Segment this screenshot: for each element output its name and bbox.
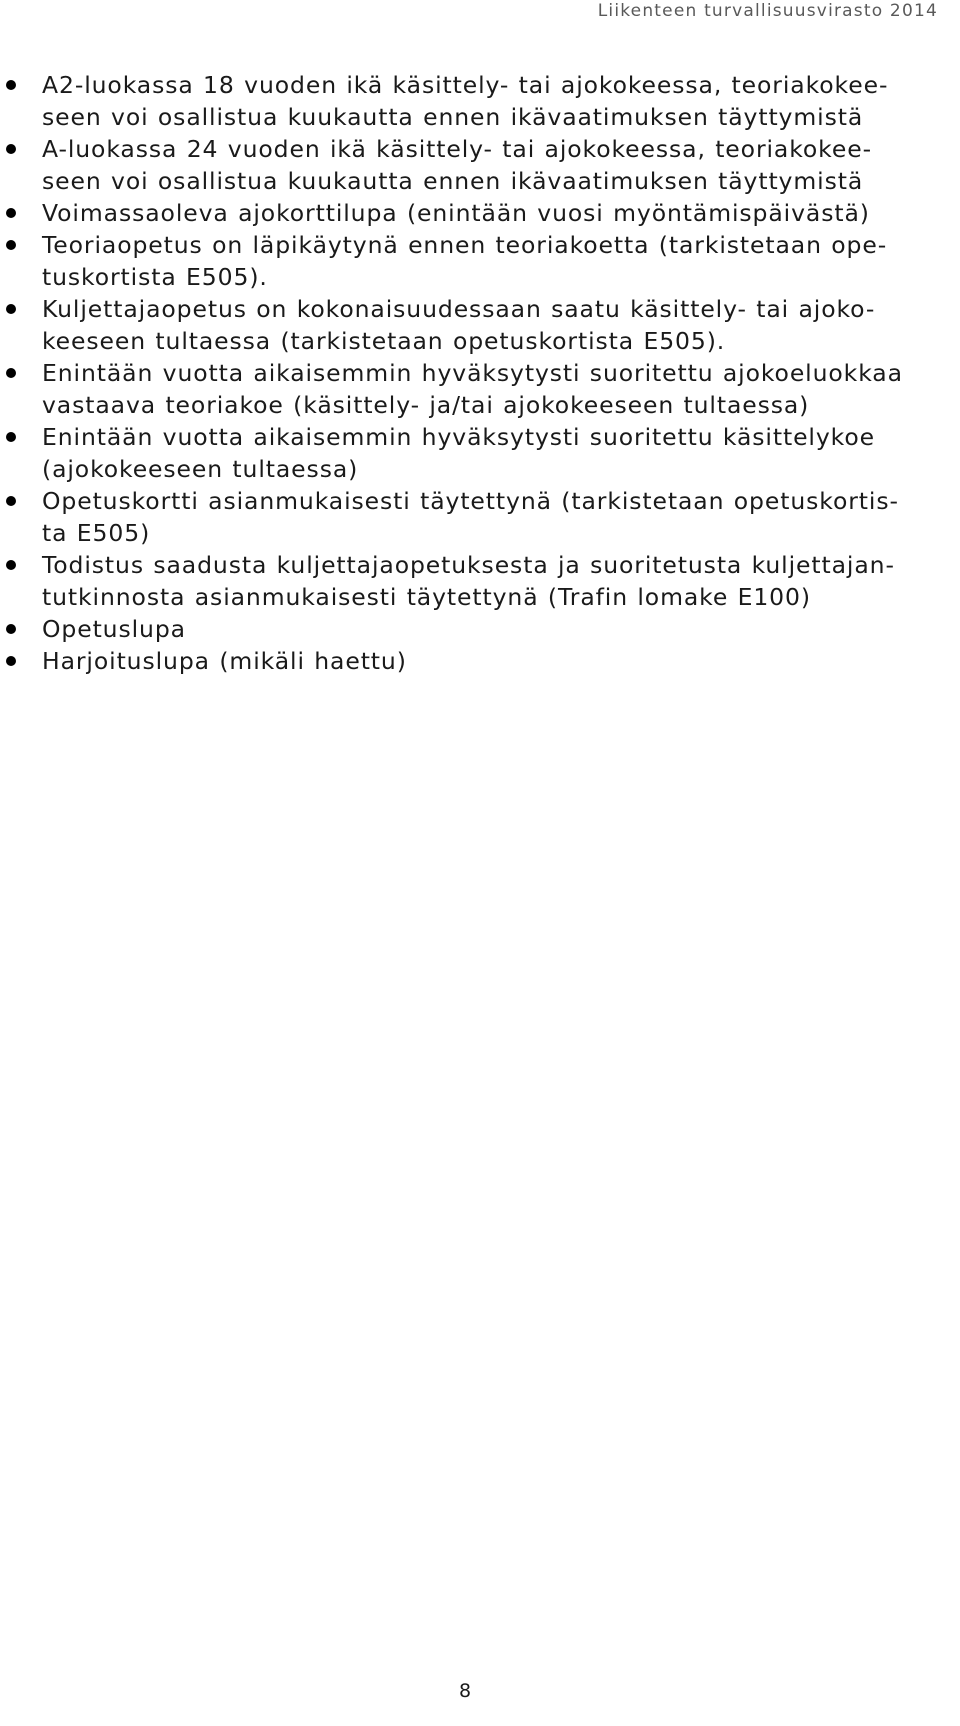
bullet-icon [6, 208, 16, 218]
list-item [0, 133, 935, 197]
list-item-line: Enintään vuotta aikaisemmin hyväksytysti suoritettu ajokoeluokkaa [42, 359, 903, 387]
list-item [0, 197, 935, 229]
list-item [0, 293, 935, 357]
list-item-line: A-luokassa 24 vuoden ikä käsittely- tai ajokokeessa, teoriakokee- [42, 135, 872, 163]
list-item-line: keeseen tultaessa (tarkistetaan opetuskortista E505). [42, 327, 726, 355]
list-item-line: Todistus saadusta kuljettajaopetuksesta ja suoritetusta kuljettajan- [42, 551, 895, 579]
list-item-line: A2-luokassa 18 vuoden ikä käsittely- tai ajokokeessa, teoriakokee- [42, 71, 889, 99]
list-item [0, 485, 935, 549]
bullet-icon [6, 240, 16, 250]
list-item [0, 613, 935, 645]
page-header: Liikenteen turvallisuusvirasto 2014 [597, 1, 938, 21]
list-item-line: seen voi osallistua kuukautta ennen ikävaatimuksen täyttymistä [42, 103, 864, 131]
bullet-icon [6, 144, 16, 154]
bullet-icon [6, 368, 16, 378]
list-item-line: Enintään vuotta aikaisemmin hyväksytysti suoritettu käsittelykoe [42, 423, 875, 451]
page-number: 8 [458, 1680, 472, 1702]
list-item [0, 549, 935, 613]
list-item-line: (ajokokeeseen tultaessa) [42, 455, 359, 483]
list-item-line: tuskortista E505). [42, 263, 268, 291]
list-item-line: Opetuslupa [42, 615, 186, 643]
bullet-icon [6, 80, 16, 90]
list-item [0, 69, 935, 133]
list-item-line: Opetuskortti asianmukaisesti täytettynä (tarkistetaan opetuskortis- [42, 487, 899, 515]
bullet-icon [6, 656, 16, 666]
bullet-icon [6, 304, 16, 314]
list-item-line: vastaava teoriakoe (käsittely- ja/tai ajokokeeseen tultaessa) [42, 391, 810, 419]
list-item-line: Harjoituslupa (mikäli haettu) [42, 647, 407, 675]
list-item [0, 229, 935, 293]
list-item-line: seen voi osallistua kuukautta ennen ikävaatimuksen täyttymistä [42, 167, 864, 195]
list-item-line: tutkinnosta asianmukaisesti täytettynä (Trafin lomake E100) [42, 583, 811, 611]
requirements-list [0, 69, 935, 677]
bullet-icon [6, 624, 16, 634]
list-item-line: Kuljettajaopetus on kokonaisuudessaan saatu käsittely- tai ajoko- [42, 295, 876, 323]
list-item [0, 357, 935, 421]
bullet-icon [6, 496, 16, 506]
list-item [0, 421, 935, 485]
list-item-line: Teoriaopetus on läpikäytynä ennen teoriakoetta (tarkistetaan ope- [42, 231, 888, 259]
list-item [0, 645, 935, 677]
bullet-icon [6, 560, 16, 570]
list-item-line: ta E505) [42, 519, 151, 547]
list-item-line: Voimassaoleva ajokorttilupa (enintään vuosi myöntämispäivästä) [42, 199, 870, 227]
bullet-icon [6, 432, 16, 442]
